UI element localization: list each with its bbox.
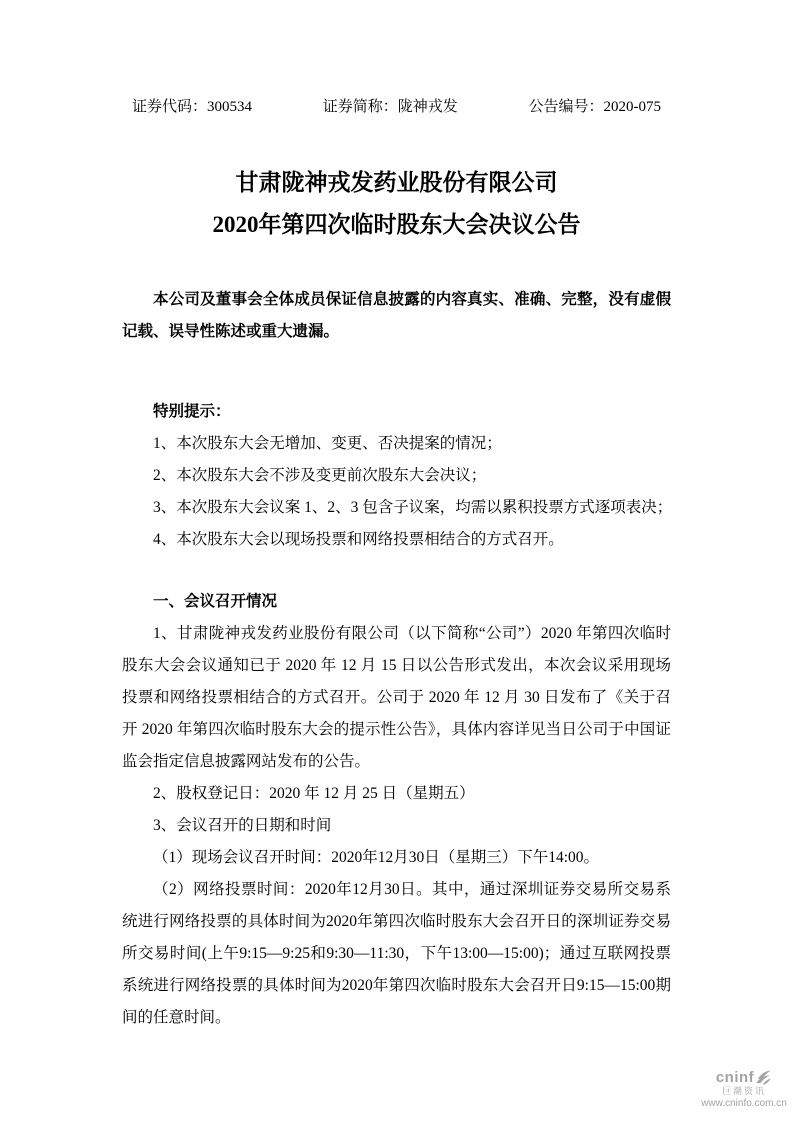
paragraph-meeting-notice: 1、甘肃陇神戎发药业股份有限公司（以下简称“公司”）2020 年第四次临时股东大会会议通知已于 2020 年 12 月 15 日以公告形式发出，本次会议采用现场投票和网络投票相结合的方式召开。公司于 2020 年 12 月 30 日发布了《关于召开 2020 年第四次临时股东大会的提示性公告》，具体内容详见当日公司于中国证监会指定信息披露网站发布的公告。 xyxy=(122,625,671,770)
document-title xyxy=(122,162,671,246)
stock-name: 证券简称：陇神戎发 xyxy=(322,99,458,115)
section1-heading: 一、会议召开情况 xyxy=(153,593,278,610)
paragraph-online-voting-time: （2）网络投票时间：2020年12月30日。其中，通过深圳证券交易所交易系统进行网络投票的具体时间为2020年第四次临时股东大会召开日的深圳证券交易所交易时间(上午9:15—9:25和9:30—11:30，下午13:00—15:00)；通过互联网投票系统进行网络投票的具体时间为2020年第四次临时股东大会召开日9:15—15:00期间的任意时间。 xyxy=(122,881,671,1026)
stock-code: 证券代码：300534 xyxy=(132,99,253,115)
company-name-title-line: 甘肃陇神戎发药业股份有限公司 xyxy=(235,170,558,195)
declaration-statement: 本公司及董事会全体成员保证信息披露的内容真实、准确、完整，没有虚假记载、误导性陈述或重大遗漏。 xyxy=(122,291,671,340)
cninfo-logo xyxy=(699,1069,789,1109)
paragraph-record-date: 2、股权登记日：2020 年 12 月 25 日（星期五） xyxy=(153,785,475,802)
paragraph-meeting-datetime: 3、会议召开的日期和时间 xyxy=(153,817,332,834)
cninfo-swirl-icon xyxy=(755,1069,772,1085)
document-content xyxy=(122,0,671,1034)
paragraph-onsite-meeting-time: （1）现场会议召开时间：2020年12月30日（星期三）下午14:00。 xyxy=(153,849,600,866)
cninfo-chinese-name: 巨潮资讯 xyxy=(721,1086,766,1096)
special-notice-heading: 特别提示： xyxy=(153,403,231,420)
special-notice-item-4: 4、本次股东大会以现场投票和网络投票相结合的方式召开。 xyxy=(153,531,564,548)
announcement-title-line: 2020年第四次临时股东大会决议公告 xyxy=(212,212,581,237)
announcement-number: 公告编号：2020-075 xyxy=(528,99,661,115)
special-notice-item-3: 3、本次股东大会议案 1、2、3 包含子议案，均需以累积投票方式逐项表决； xyxy=(153,499,673,516)
special-notice-item-2: 2、本次股东大会不涉及变更前次股东大会决议； xyxy=(153,467,487,484)
cninfo-brand-text: cninf xyxy=(715,1068,755,1086)
document-header xyxy=(122,0,671,117)
special-notice-item-1: 1、本次股东大会无增加、变更、否决提案的情况； xyxy=(153,435,502,452)
cninfo-brand-row xyxy=(699,1069,789,1085)
cninfo-url: www.cninfo.com.cn xyxy=(701,1098,787,1109)
